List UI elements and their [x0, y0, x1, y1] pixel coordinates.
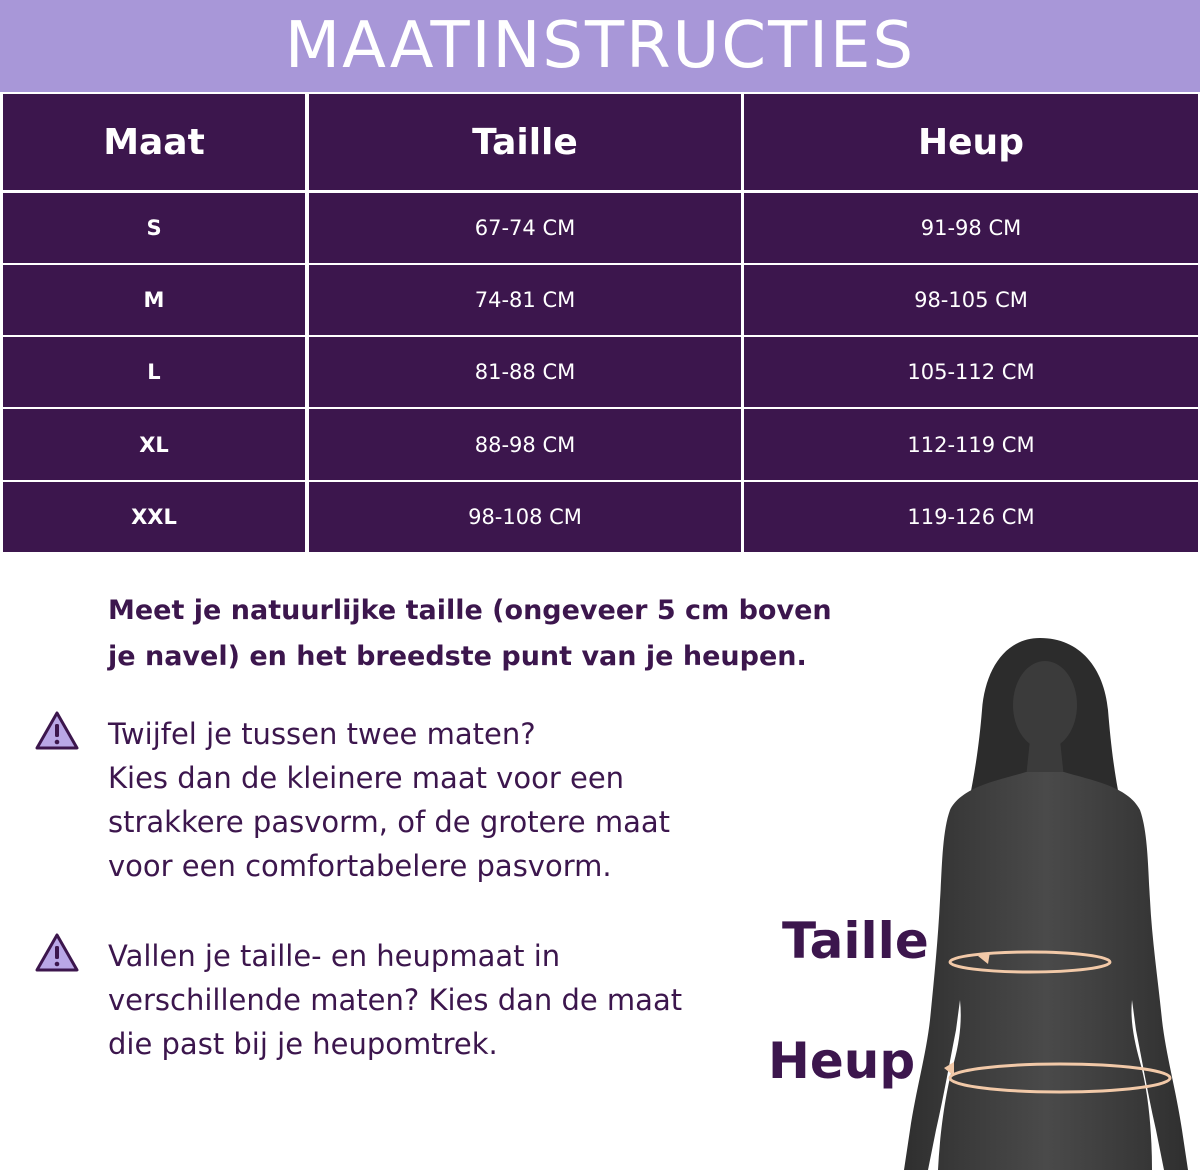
hip-label: Heup: [768, 1032, 916, 1090]
hip-cell: 98-105 CM: [744, 265, 1198, 335]
waist-cell: 88-98 CM: [309, 409, 741, 480]
size-cell: XL: [3, 409, 305, 480]
waist-cell: 67-74 CM: [309, 193, 741, 263]
tip-line: strakkere pasvorm, of de grotere maat: [108, 805, 671, 839]
tip-line: verschillende maten? Kies dan de maat: [108, 983, 683, 1017]
hip-cell: 112-119 CM: [744, 409, 1198, 480]
tip-line: voor een comfortabelere pasvorm.: [108, 849, 612, 883]
waist-cell: 81-88 CM: [309, 337, 741, 407]
table-row: [3, 337, 1198, 407]
size-cell: L: [3, 337, 305, 407]
table-row: [3, 482, 1198, 552]
table-row: [3, 409, 1198, 480]
warning-icon: [34, 932, 80, 974]
tip-line: Vallen je taille- en heupmaat in: [108, 939, 561, 973]
header-size: Maat: [3, 94, 305, 190]
waist-cell: 98-108 CM: [309, 482, 741, 552]
table-row: [3, 265, 1198, 335]
header-waist: Taille: [309, 94, 741, 190]
waist-cell: 74-81 CM: [309, 265, 741, 335]
instruction-line: Meet je natuurlijke taille (ongeveer 5 cm boven: [108, 595, 832, 626]
table-header-row: [3, 94, 1198, 190]
size-cell: S: [3, 193, 305, 263]
hip-cell: 119-126 CM: [744, 482, 1198, 552]
page-title: MAATINSTRUCTIES: [284, 9, 916, 83]
tip-line: Twijfel je tussen twee maten?: [108, 717, 536, 751]
body-silhouette: [890, 600, 1200, 1170]
hip-cell: 105-112 CM: [744, 337, 1198, 407]
instruction-line: je navel) en het breedste punt van je heupen.: [108, 641, 807, 672]
measure-instruction: [108, 588, 908, 680]
table-row: [3, 193, 1198, 263]
size-cell: XXL: [3, 482, 305, 552]
header-hip: Heup: [744, 94, 1198, 190]
tip-line: die past bij je heupomtrek.: [108, 1027, 498, 1061]
warning-icon: [34, 710, 80, 752]
tip-line: Kies dan de kleinere maat voor een: [108, 761, 625, 795]
title-banner: [0, 0, 1200, 92]
size-cell: M: [3, 265, 305, 335]
size-doubt-tip: [108, 712, 788, 888]
hip-cell: 91-98 CM: [744, 193, 1198, 263]
waist-label: Taille: [782, 912, 929, 970]
mixed-size-tip: [108, 934, 788, 1066]
